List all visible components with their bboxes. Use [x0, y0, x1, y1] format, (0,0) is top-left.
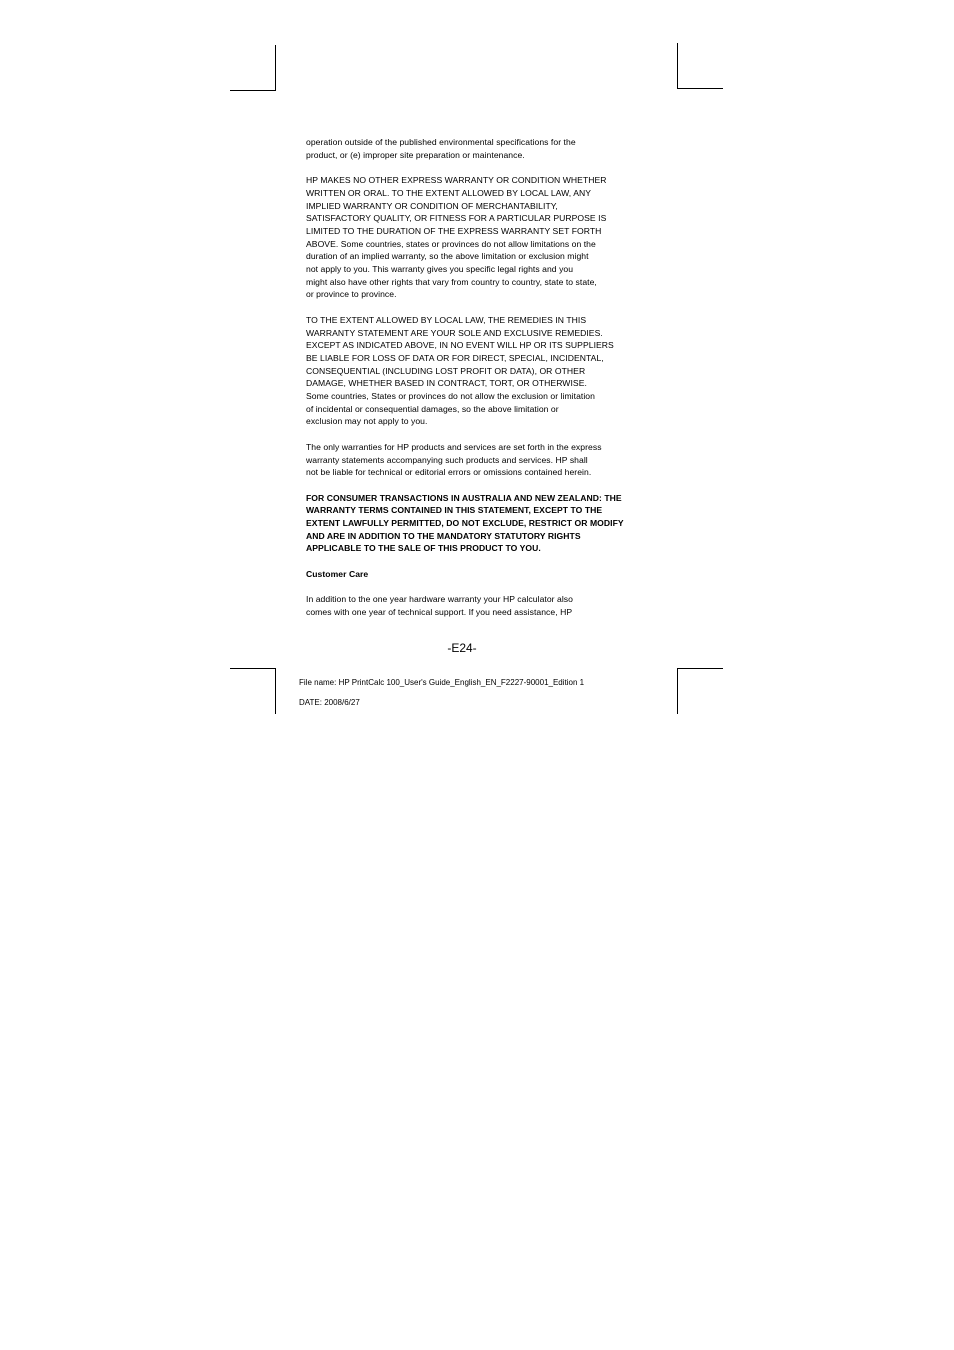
crop-mark-bottom-left-horizontal	[230, 668, 276, 669]
page-number: -E24-	[447, 641, 477, 655]
paragraph-remedies: TO THE EXTENT ALLOWED BY LOCAL LAW, THE REMEDIES IN THIS WARRANTY STATEMENT ARE YOUR SOLE AND EXCLUSIVE REMEDIES. EXCEPT AS INDICATED ABOVE, IN NO EVENT WILL HP OR ITS SUPPLIERS BE LIABLE FOR LOSS OF DATA OR FOR DIRECT, SPECIAL, INCIDENTAL, CONSEQUENTIAL (INCLUDING LOST PROFIT OR DATA), OR OTHER DAMAGE, WHETHER BASED IN CONTRACT, TORT, OR OTHERWISE. Some countries, States or provinces do not allow the exclusion or limitation of incidental or consequential damages, so the above limitation or exclusion may not apply to you.	[306, 314, 614, 427]
paragraph-environmental: operation outside of the published environmental specifications for the product, or (e) improper site preparation or maintenance.	[306, 137, 576, 160]
section-heading-customer-care: Customer Care	[306, 568, 369, 579]
crop-mark-top-left-vertical	[275, 45, 276, 91]
crop-mark-top-right-vertical	[677, 43, 678, 89]
paragraph-consumer-notice: FOR CONSUMER TRANSACTIONS IN AUSTRALIA AND NEW ZEALAND: THE WARRANTY TERMS CONTAINED IN THIS STATEMENT, EXCEPT TO THE EXTENT LAWFULLY PERMITTED, DO NOT EXCLUDE, RESTRICT OR MODIFY AND ARE IN ADDITION TO THE MANDATORY STATUTORY RIGHTS APPLICABLE TO THE SALE OF THIS PRODUCT TO YOU.	[306, 492, 624, 554]
crop-mark-top-left-horizontal	[230, 90, 276, 91]
crop-mark-top-right-horizontal	[677, 88, 723, 89]
paragraph-no-other-warranty: HP MAKES NO OTHER EXPRESS WARRANTY OR CONDITION WHETHER WRITTEN OR ORAL. TO THE EXTENT ALLOWED BY LOCAL LAW, ANY IMPLIED WARRANTY OR CONDITION OF MERCHANTABILITY, SATISFACTORY QUALITY, OR FITNESS FOR A PARTICULAR PURPOSE IS LIMITED TO THE DURATION OF THE EXPRESS WARRANTY SET FORTH ABOVE. Some countries, states or provinces do not allow limitations on the duration of an implied warranty, so the above limitation or exclusion might not apply to you. This warranty gives you specific legal rights and you might also have other rights that vary from country to country, state to state, or province to province.	[306, 175, 607, 300]
page-body	[306, 136, 624, 631]
paragraph-only-warranties: The only warranties for HP products and services are set forth in the express warranty statements accompanying such products and services. HP shall not be liable for technical or editorial errors or omissions contained herein.	[306, 441, 602, 478]
crop-mark-bottom-right-horizontal	[677, 668, 723, 669]
crop-mark-bottom-right-vertical	[677, 668, 678, 714]
footer-date: DATE: 2008/6/27	[299, 698, 360, 707]
crop-mark-bottom-left-vertical	[275, 668, 276, 714]
paragraph-customer-care: In addition to the one year hardware warranty your HP calculator also comes with one year of technical support. If you need assistance, HP	[306, 594, 573, 617]
footer-file-name: File name: HP PrintCalc 100_User's Guide_English_EN_F2227-90001_Edition 1	[299, 678, 585, 687]
